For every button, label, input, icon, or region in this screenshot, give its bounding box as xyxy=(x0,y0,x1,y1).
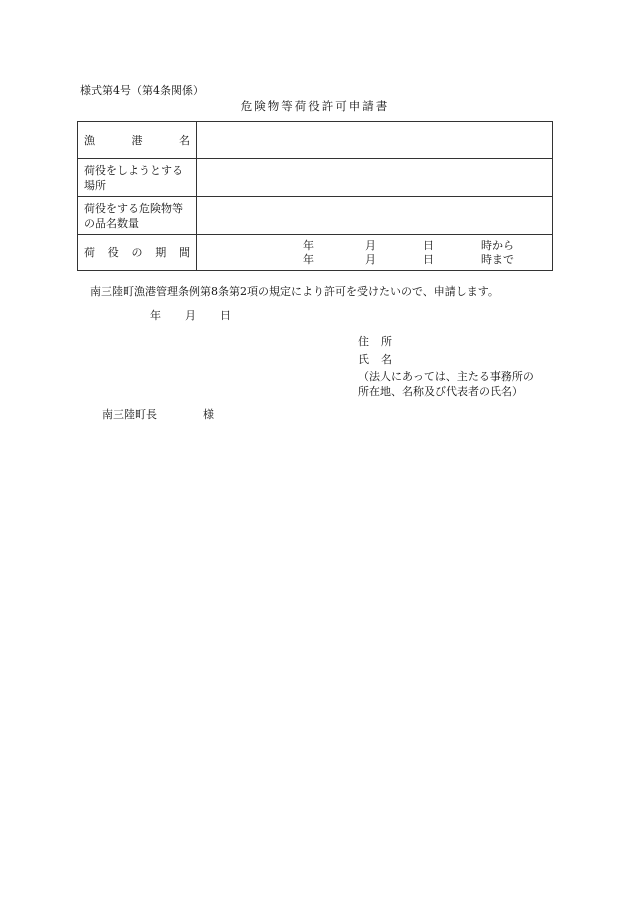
period-from-day: 日 xyxy=(423,238,434,252)
application-statement: 南三陸町漁港管理条例第8条第2項の規定により許可を受けたいので、申請します。 xyxy=(90,285,499,298)
period-to-month: 月 xyxy=(365,252,376,266)
applicant-note-line2: 所在地、名称及び代表者の氏名） xyxy=(358,385,523,398)
period-from-year: 年 xyxy=(303,238,314,252)
date-month: 月 xyxy=(185,309,196,322)
table-row-handling-place xyxy=(78,159,553,197)
addressee-honorific: 様 xyxy=(203,408,214,421)
form-number: 様式第4号（第4条関係） xyxy=(80,84,204,97)
applicant-name-label: 氏 名 xyxy=(358,353,392,366)
addressee xyxy=(102,406,214,422)
label-fishing-port: 漁 港 名 xyxy=(78,122,197,159)
value-handling-place[interactable] xyxy=(197,159,553,197)
applicant-address-label: 住 所 xyxy=(358,335,392,348)
document-title: 危険物等荷役許可申請書 xyxy=(240,99,390,113)
addressee-title: 南三陸町長 xyxy=(102,408,157,421)
value-fishing-port[interactable] xyxy=(197,122,553,159)
table-row-fishing-port xyxy=(78,122,553,159)
application-table xyxy=(77,121,553,271)
period-from-line xyxy=(303,239,546,253)
applicant-note-line1: （法人にあっては、主たる事務所の xyxy=(358,370,534,383)
value-goods-quantity[interactable] xyxy=(197,197,553,235)
label-goods-quantity: 荷役をする危険物等 の品名数量 xyxy=(78,197,197,235)
label-handling-period: 荷 役 の 期 間 xyxy=(78,235,197,271)
table-row-handling-period xyxy=(78,235,553,271)
period-from-hour: 時から xyxy=(481,238,514,252)
application-date[interactable] xyxy=(150,307,231,323)
period-to-day: 日 xyxy=(423,252,434,266)
table-row-goods-quantity xyxy=(78,197,553,235)
label-handling-place: 荷役をしようとする 場所 xyxy=(78,159,197,197)
date-day: 日 xyxy=(220,309,231,322)
value-handling-period[interactable] xyxy=(197,235,553,271)
period-to-hour: 時まで xyxy=(481,252,514,266)
period-to-line xyxy=(303,253,546,267)
period-to-year: 年 xyxy=(303,252,314,266)
period-from-month: 月 xyxy=(365,238,376,252)
date-year: 年 xyxy=(150,309,161,322)
